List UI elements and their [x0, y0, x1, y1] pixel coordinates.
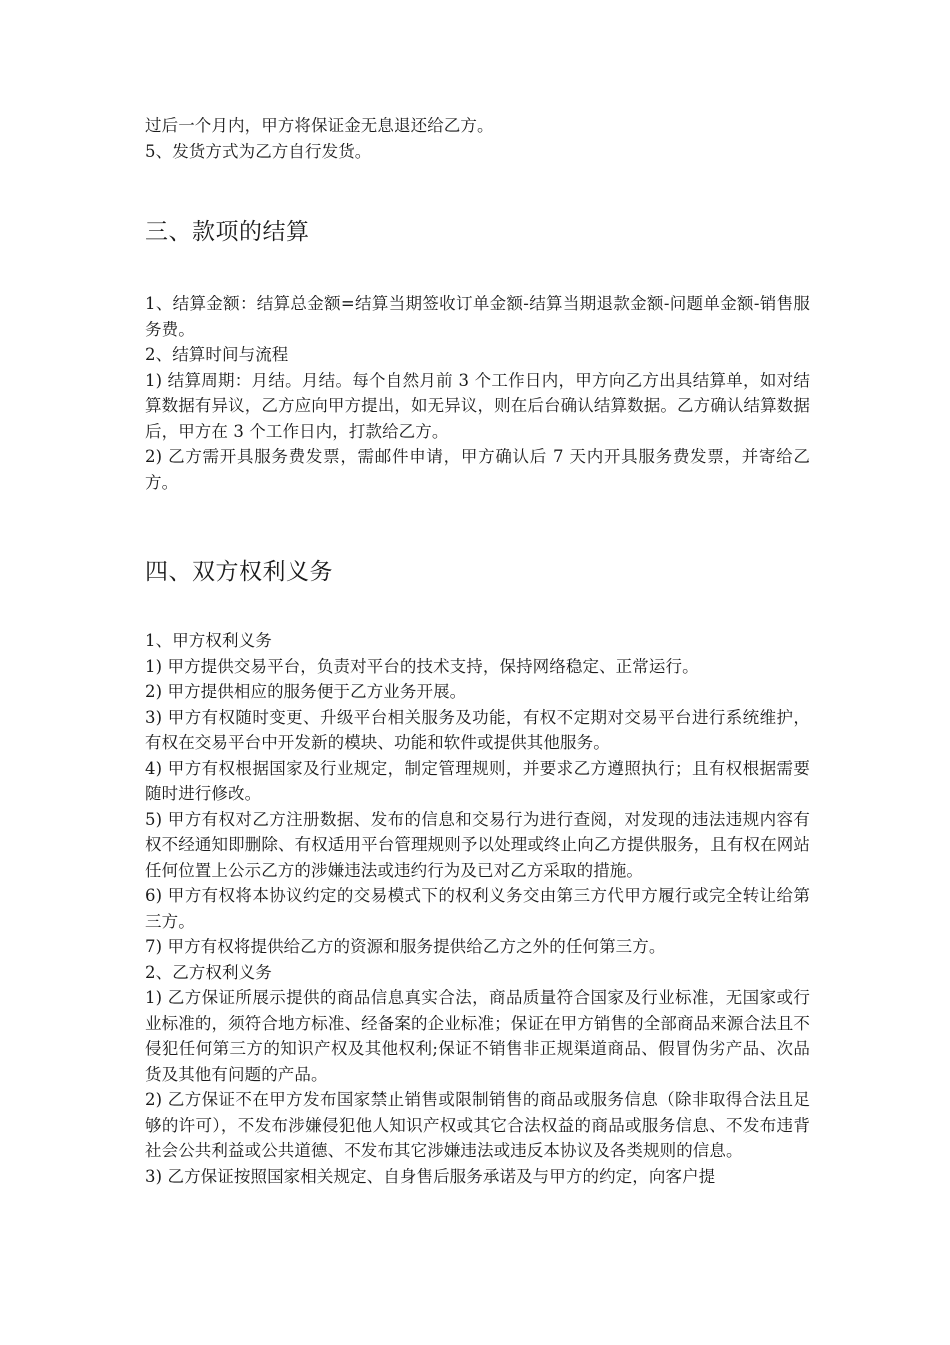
section-4-paragraph: 2) 乙方保证不在甲方发布国家禁止销售或限制销售的商品或服务信息（除非取得合法且足够的许可），不发布涉嫌侵犯他人知识产权或其它合法权益的商品或服务信息、不发布违背社会公共利益或公共道德、不发布其它涉嫌违法或违反本协议及各类规则的信息。	[145, 1090, 810, 1160]
section-3-heading: 三、款项的结算	[145, 219, 310, 245]
spacer	[145, 495, 810, 556]
section-3-paragraph: 2、结算时间与流程	[145, 345, 289, 364]
section-4-paragraph: 1、甲方权利义务	[145, 631, 272, 650]
section-3-paragraph: 1) 结算周期：月结。月结。每个自然月前 3 个工作日内，甲方向乙方出具结算单，如对结算数据有异议，乙方应向甲方提出，如无异议，则在后台确认结算数据。乙方确认结算数据后，甲方在 3 个工作日内，打款给乙方。	[145, 370, 810, 441]
section-3-paragraph: 1、结算金额：结算总金额=结算当期签收订单金额-结算当期退款金额-问题单金额-销售服务费。	[145, 294, 810, 339]
section-4-paragraph: 2、乙方权利义务	[145, 962, 272, 982]
section-4-paragraph: 4) 甲方有权根据国家及行业规定，制定管理规则，并要求乙方遵照执行；且有权根据需要随时进行修改。	[145, 758, 810, 803]
section-4-paragraph: 2) 甲方提供相应的服务便于乙方业务开展。	[145, 682, 467, 701]
spacer	[145, 588, 810, 628]
section-4-paragraph: 6) 甲方有权将本协议约定的交易模式下的权利义务交由第三方代甲方履行或完全转让给第三方。	[145, 886, 810, 931]
intro-paragraph-2: 5、发货方式为乙方自行发货。	[145, 141, 372, 161]
section-4-paragraph: 7) 甲方有权将提供给乙方的资源和服务提供给乙方之外的任何第三方。	[145, 937, 666, 956]
spacer	[145, 164, 810, 216]
document-body	[145, 113, 810, 1189]
spacer	[145, 248, 810, 291]
intro-paragraph-1: 过后一个月内，甲方将保证金无息退还给乙方。	[145, 116, 494, 135]
section-4-paragraph: 1) 乙方保证所展示提供的商品信息真实合法，商品质量符合国家及行业标准，无国家或行业标准的，须符合地方标准、经备案的企业标准；保证在甲方销售的全部商品来源合法且不侵犯任何第三方的知识产权及其他权利;保证不销售非正规渠道商品、假冒伪劣产品、次品货及其他有问题的产品。	[145, 988, 810, 1084]
section-4-heading: 四、双方权利义务	[145, 559, 333, 585]
section-4-paragraph: 1) 甲方提供交易平台，负责对平台的技术支持，保持网络稳定、正常运行。	[145, 656, 699, 676]
section-4-paragraph: 3) 甲方有权随时变更、升级平台相关服务及功能，有权不定期对交易平台进行系统维护，有权在交易平台中开发新的模块、功能和软件或提供其他服务。	[145, 707, 810, 752]
section-4-paragraph: 3) 乙方保证按照国家相关规定、自身售后服务承诺及与甲方的约定，向客户提	[145, 1166, 716, 1186]
section-3-paragraph: 2) 乙方需开具服务费发票，需邮件申请，甲方确认后 7 天内开具服务费发票，并寄给乙方。	[145, 447, 810, 492]
section-4-paragraph: 5) 甲方有权对乙方注册数据、发布的信息和交易行为进行查阅，对发现的违法违规内容有权不经通知即删除、有权适用平台管理规则予以处理或终止向乙方提供服务，且有权在网站任何位置上公示乙方的涉嫌违法或违约行为及已对乙方采取的措施。	[145, 809, 810, 880]
